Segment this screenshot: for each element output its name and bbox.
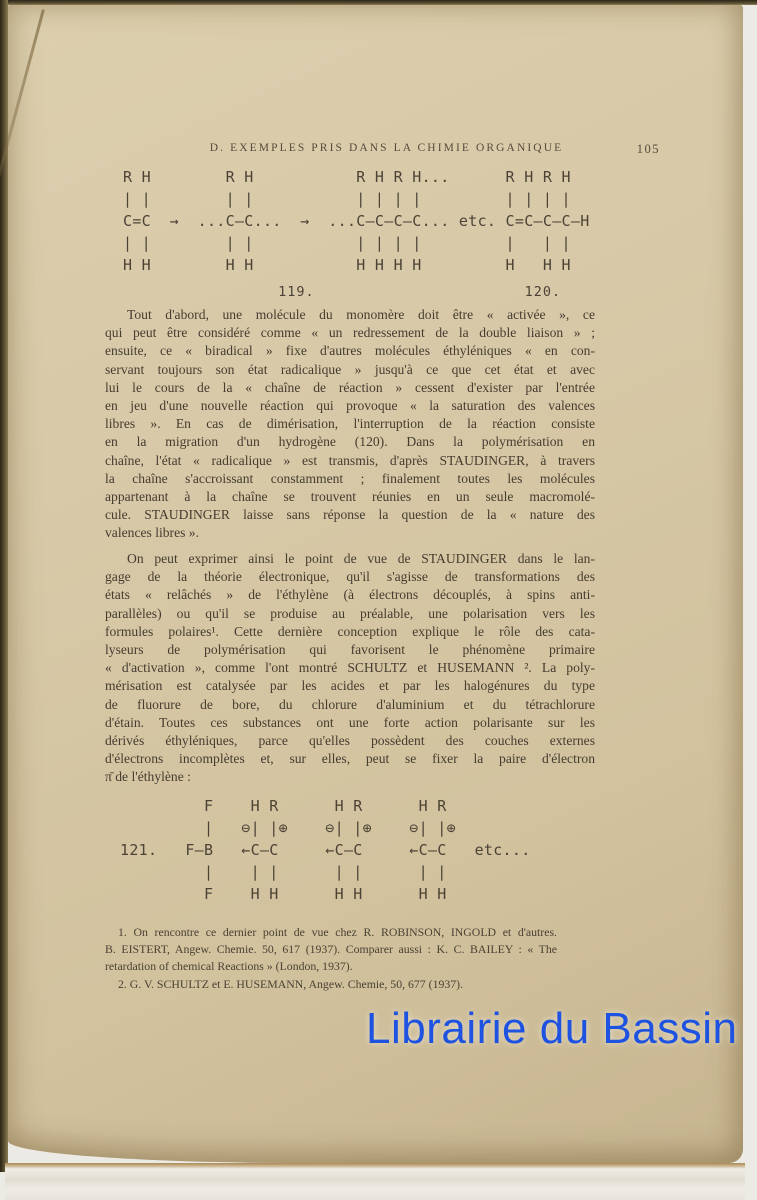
footnotes bbox=[105, 924, 557, 993]
text-line: la chaîne s'accroissant constamment ; finalement toutes les molécules bbox=[105, 470, 595, 486]
text-line: 2. G. V. SCHULTZ et E. HUSEMANN, Angew. Chemie, 50, 677 (1937). bbox=[118, 976, 464, 991]
text-line: retardation of chemical Reactions » (London, 1937). bbox=[105, 959, 353, 974]
text-line: parallèles) ou qu'il se produise au préalable, une polarisation vers les bbox=[105, 605, 595, 621]
text-line: de fluorure de bore, du chlorure d'aluminium et du tétrachlorure bbox=[105, 696, 595, 712]
text-line: 1. On rencontre ce dernier point de vue chez R. ROBINSON, INGOLD et d'autres. bbox=[118, 925, 557, 939]
text-line: lyseurs de polymérisation qui favorisent le phénomène primaire bbox=[105, 642, 595, 658]
text-line: H H H H H H H H H H H bbox=[123, 256, 571, 274]
text-line: servant toujours son état radicalique » jusqu'à ce que cet état et avec bbox=[105, 361, 595, 377]
text-line: libres ». En cas de dimérisation, l'interruption de la réaction consiste bbox=[105, 416, 595, 432]
text-line: lui le cours de la « chaîne de réaction » cessent d'exister par l'entrée bbox=[105, 379, 595, 395]
text-line: valences libres ». bbox=[105, 525, 199, 541]
text-line: F H R H R H R bbox=[120, 797, 447, 815]
text-line: dérivés éthyléniques, parce qu'elles possèdent des couches externes bbox=[105, 733, 595, 749]
text-line: « d'activation », comme l'ont montré SCHULTZ et HUSEMANN ². La poly- bbox=[105, 660, 595, 676]
text-line: 121. F—B ←C—C ←C—C ←C—C etc... bbox=[120, 841, 531, 859]
bookseller-watermark: Librairie du Bassin bbox=[366, 1004, 738, 1053]
text-line: R H R H R H R H... R H R H bbox=[123, 168, 571, 186]
text-line: gage de la théorie électronique, qu'il s'agisse de transformations des bbox=[105, 569, 595, 585]
paragraph-activation bbox=[105, 306, 595, 543]
chemical-scheme-119-120 bbox=[123, 166, 590, 303]
text-line: C=C → ...C—C... → ...C—C—C—C... etc. C=C—C—C—H bbox=[123, 212, 590, 230]
text-line: ensuite, ce « biradical » fixe d'autres molécules éthyléniques « en con- bbox=[105, 343, 595, 359]
text-line: qui peut être considéré comme « un redressement de la double liaison » ; bbox=[105, 325, 595, 341]
text-line: F H H H H H H bbox=[120, 885, 447, 903]
text-line: π̄ de l'éthylène : bbox=[105, 769, 191, 785]
text-line: 119. 120. bbox=[123, 284, 562, 300]
text-line: Tout d'abord, une molécule du monomère doit être « activée », ce bbox=[127, 307, 595, 322]
text-line: d'électrons incomplètes et, sur elles, peut se fixer la paire d'électron bbox=[105, 751, 595, 767]
text-line: formules polaires¹. Cette dernière conception explique le rôle des cata- bbox=[105, 623, 595, 639]
text-line: On peut exprimer ainsi le point de vue de STAUDINGER dans le lan- bbox=[127, 551, 595, 566]
page-header bbox=[105, 142, 668, 158]
text-line: | ⊖| |⊕ ⊖| |⊕ ⊖| |⊕ bbox=[120, 819, 456, 837]
page-stack-bottom bbox=[5, 1163, 745, 1200]
text-line: en la migration d'un hydrogène (120). Dans la polymérisation en bbox=[105, 434, 595, 450]
text-line: B. EISTERT, Angew. Chemie. 50, 617 (1937). Comparer aussi : K. C. BAILEY : « The bbox=[105, 942, 557, 957]
page-number: 105 bbox=[636, 142, 660, 156]
text-line: | | | | | | | bbox=[120, 863, 447, 881]
paragraph-electronic-theory bbox=[105, 550, 595, 787]
text-line: chaîne, l'état « radicalique » est transmis, d'après STAUDINGER, à travers bbox=[105, 452, 595, 468]
text-line: mérisation est catalysée par les acides et par les halogénures du type bbox=[105, 678, 595, 694]
section-title: D. EXEMPLES PRIS DANS LA CHIMIE ORGANIQUE bbox=[209, 142, 564, 154]
text-line: états « relâchés » de l'éthylène (à électrons découplés, à spins anti- bbox=[105, 587, 595, 603]
text-line: cule. STAUDINGER laisse sans réponse la question de la « nature des bbox=[105, 507, 595, 523]
text-line: d'étain. Toutes ces substances ont une forte action polarisante sur les bbox=[105, 714, 595, 730]
chemical-scheme-121 bbox=[120, 795, 531, 905]
text-line: en jeu d'une nouvelle réaction qui provoque « la saturation des valences bbox=[105, 398, 595, 414]
text-line: appartenant à la chaîne se trouvent réunies en un seule macromolé- bbox=[105, 489, 595, 505]
book-page bbox=[8, 5, 743, 1163]
text-line: | | | | | | | | | | | bbox=[123, 234, 571, 252]
book-spine-edge bbox=[0, 0, 8, 1172]
text-line: | | | | | | | | | | | | bbox=[123, 190, 571, 208]
